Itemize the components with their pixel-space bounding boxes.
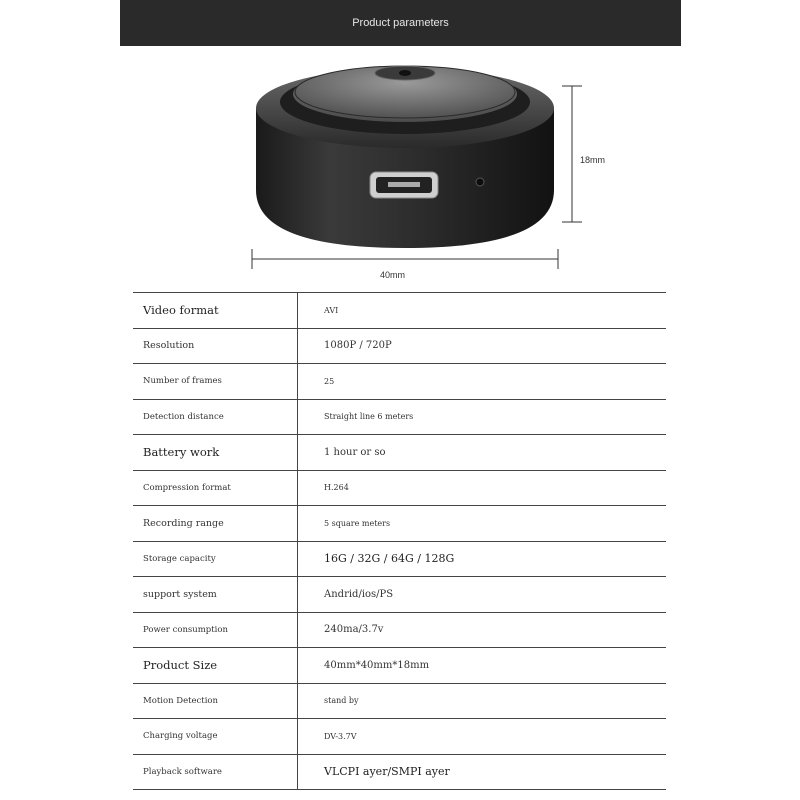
spec-value: AVI: [298, 293, 667, 329]
spec-value: DV-3.7V: [298, 719, 667, 755]
page-title: Product parameters: [352, 17, 449, 29]
spec-label: Detection distance: [133, 399, 298, 435]
spec-value: stand by: [298, 683, 667, 719]
table-row: [133, 719, 666, 755]
table-row: [133, 754, 666, 790]
spec-value: 40mm*40mm*18mm: [298, 648, 667, 684]
spec-label: Charging voltage: [133, 719, 298, 755]
table-row: [133, 470, 666, 506]
table-row: [133, 541, 666, 577]
spec-table: [133, 292, 666, 790]
spec-value: 25: [298, 364, 667, 400]
spec-value: Andrid/ios/PS: [298, 577, 667, 613]
table-row: [133, 612, 666, 648]
spec-label: Number of frames: [133, 364, 298, 400]
spec-label: Resolution: [133, 328, 298, 364]
table-row: [133, 683, 666, 719]
table-row: [133, 328, 666, 364]
header-bar: [120, 0, 681, 46]
spec-value: 5 square meters: [298, 506, 667, 542]
table-row: [133, 506, 666, 542]
table-row: [133, 399, 666, 435]
table-row: [133, 577, 666, 613]
spec-label: Playback software: [133, 754, 298, 790]
spec-label: Battery work: [133, 435, 298, 471]
table-row: [133, 364, 666, 400]
spec-value: 1 hour or so: [298, 435, 667, 471]
spec-label: support system: [133, 577, 298, 613]
table-row: [133, 435, 666, 471]
spec-value: 240ma/3.7v: [298, 612, 667, 648]
table-row: [133, 648, 666, 684]
spec-label: Motion Detection: [133, 683, 298, 719]
height-dimension-label: 18mm: [580, 155, 606, 165]
spec-value: H.264: [298, 470, 667, 506]
spec-label: Storage capacity: [133, 541, 298, 577]
width-dimension-label: 40mm: [380, 270, 406, 280]
spec-value: VLCPI ayer/SMPI ayer: [298, 754, 667, 790]
spec-value: 16G / 32G / 64G / 128G: [298, 541, 667, 577]
spec-label: Power consumption: [133, 612, 298, 648]
spec-value: Straight line 6 meters: [298, 399, 667, 435]
spec-label: Product Size: [133, 648, 298, 684]
table-row: [133, 293, 666, 329]
spec-label: Compression format: [133, 470, 298, 506]
spec-label: Video format: [133, 293, 298, 329]
spec-label: Recording range: [133, 506, 298, 542]
product-image: [0, 46, 800, 296]
spec-value: 1080P / 720P: [298, 328, 667, 364]
